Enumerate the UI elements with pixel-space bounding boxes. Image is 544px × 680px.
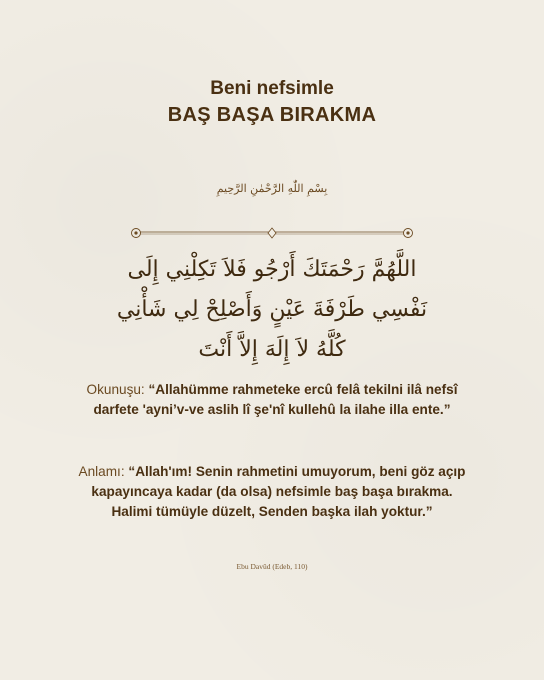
rosette-icon: [404, 229, 413, 238]
pronunciation-paragraph: [70, 380, 474, 420]
meaning-label: Anlamı:: [78, 464, 125, 479]
diamond-icon: [268, 228, 276, 238]
page-title: [0, 76, 544, 128]
title-line-2: BAŞ BAŞA BIRAKMA: [167, 104, 377, 126]
pronunciation-label: Okunuşu:: [86, 382, 145, 397]
rosette-icon: [132, 229, 141, 238]
basmala-calligraphy: بِسْمِ اللّٰهِ الرَّحْمٰنِ الرَّحِيمِ: [216, 182, 328, 195]
meaning-paragraph: [70, 462, 474, 522]
ornamental-divider: [130, 222, 414, 242]
title-line-1: Beni nefsimle: [210, 78, 334, 99]
pronunciation-text: “Allahümme rahmeteke ercû felâ tekilni ilâ nefsî darfete 'ayni’v-ve aslih lî şe'nî kullehû la ilahe illa ente.”: [93, 382, 458, 417]
arabic-prayer-text: اللَّهُمَّ رَحْمَتَكَ أَرْجُو فَلاَ تَكِلْنِي إِلَى نَفْسِي طَرْفَةَ عَيْنٍ وَأَصْلِحْ لِي شَأْنِي كُلَّهُ لاَ إِلَهَ إِلاَّ أَنْتَ: [116, 257, 428, 362]
source-citation: Ebu Davûd (Edeb, 110): [236, 562, 308, 571]
meaning-text: “Allah'ım! Senin rahmetini umuyorum, beni göz açıp kapayıncaya kadar (da olsa) nefsimle baş başa bırakma. Halimi tümüyle düzelt, Senden başka ilah yoktur.”: [91, 464, 466, 519]
